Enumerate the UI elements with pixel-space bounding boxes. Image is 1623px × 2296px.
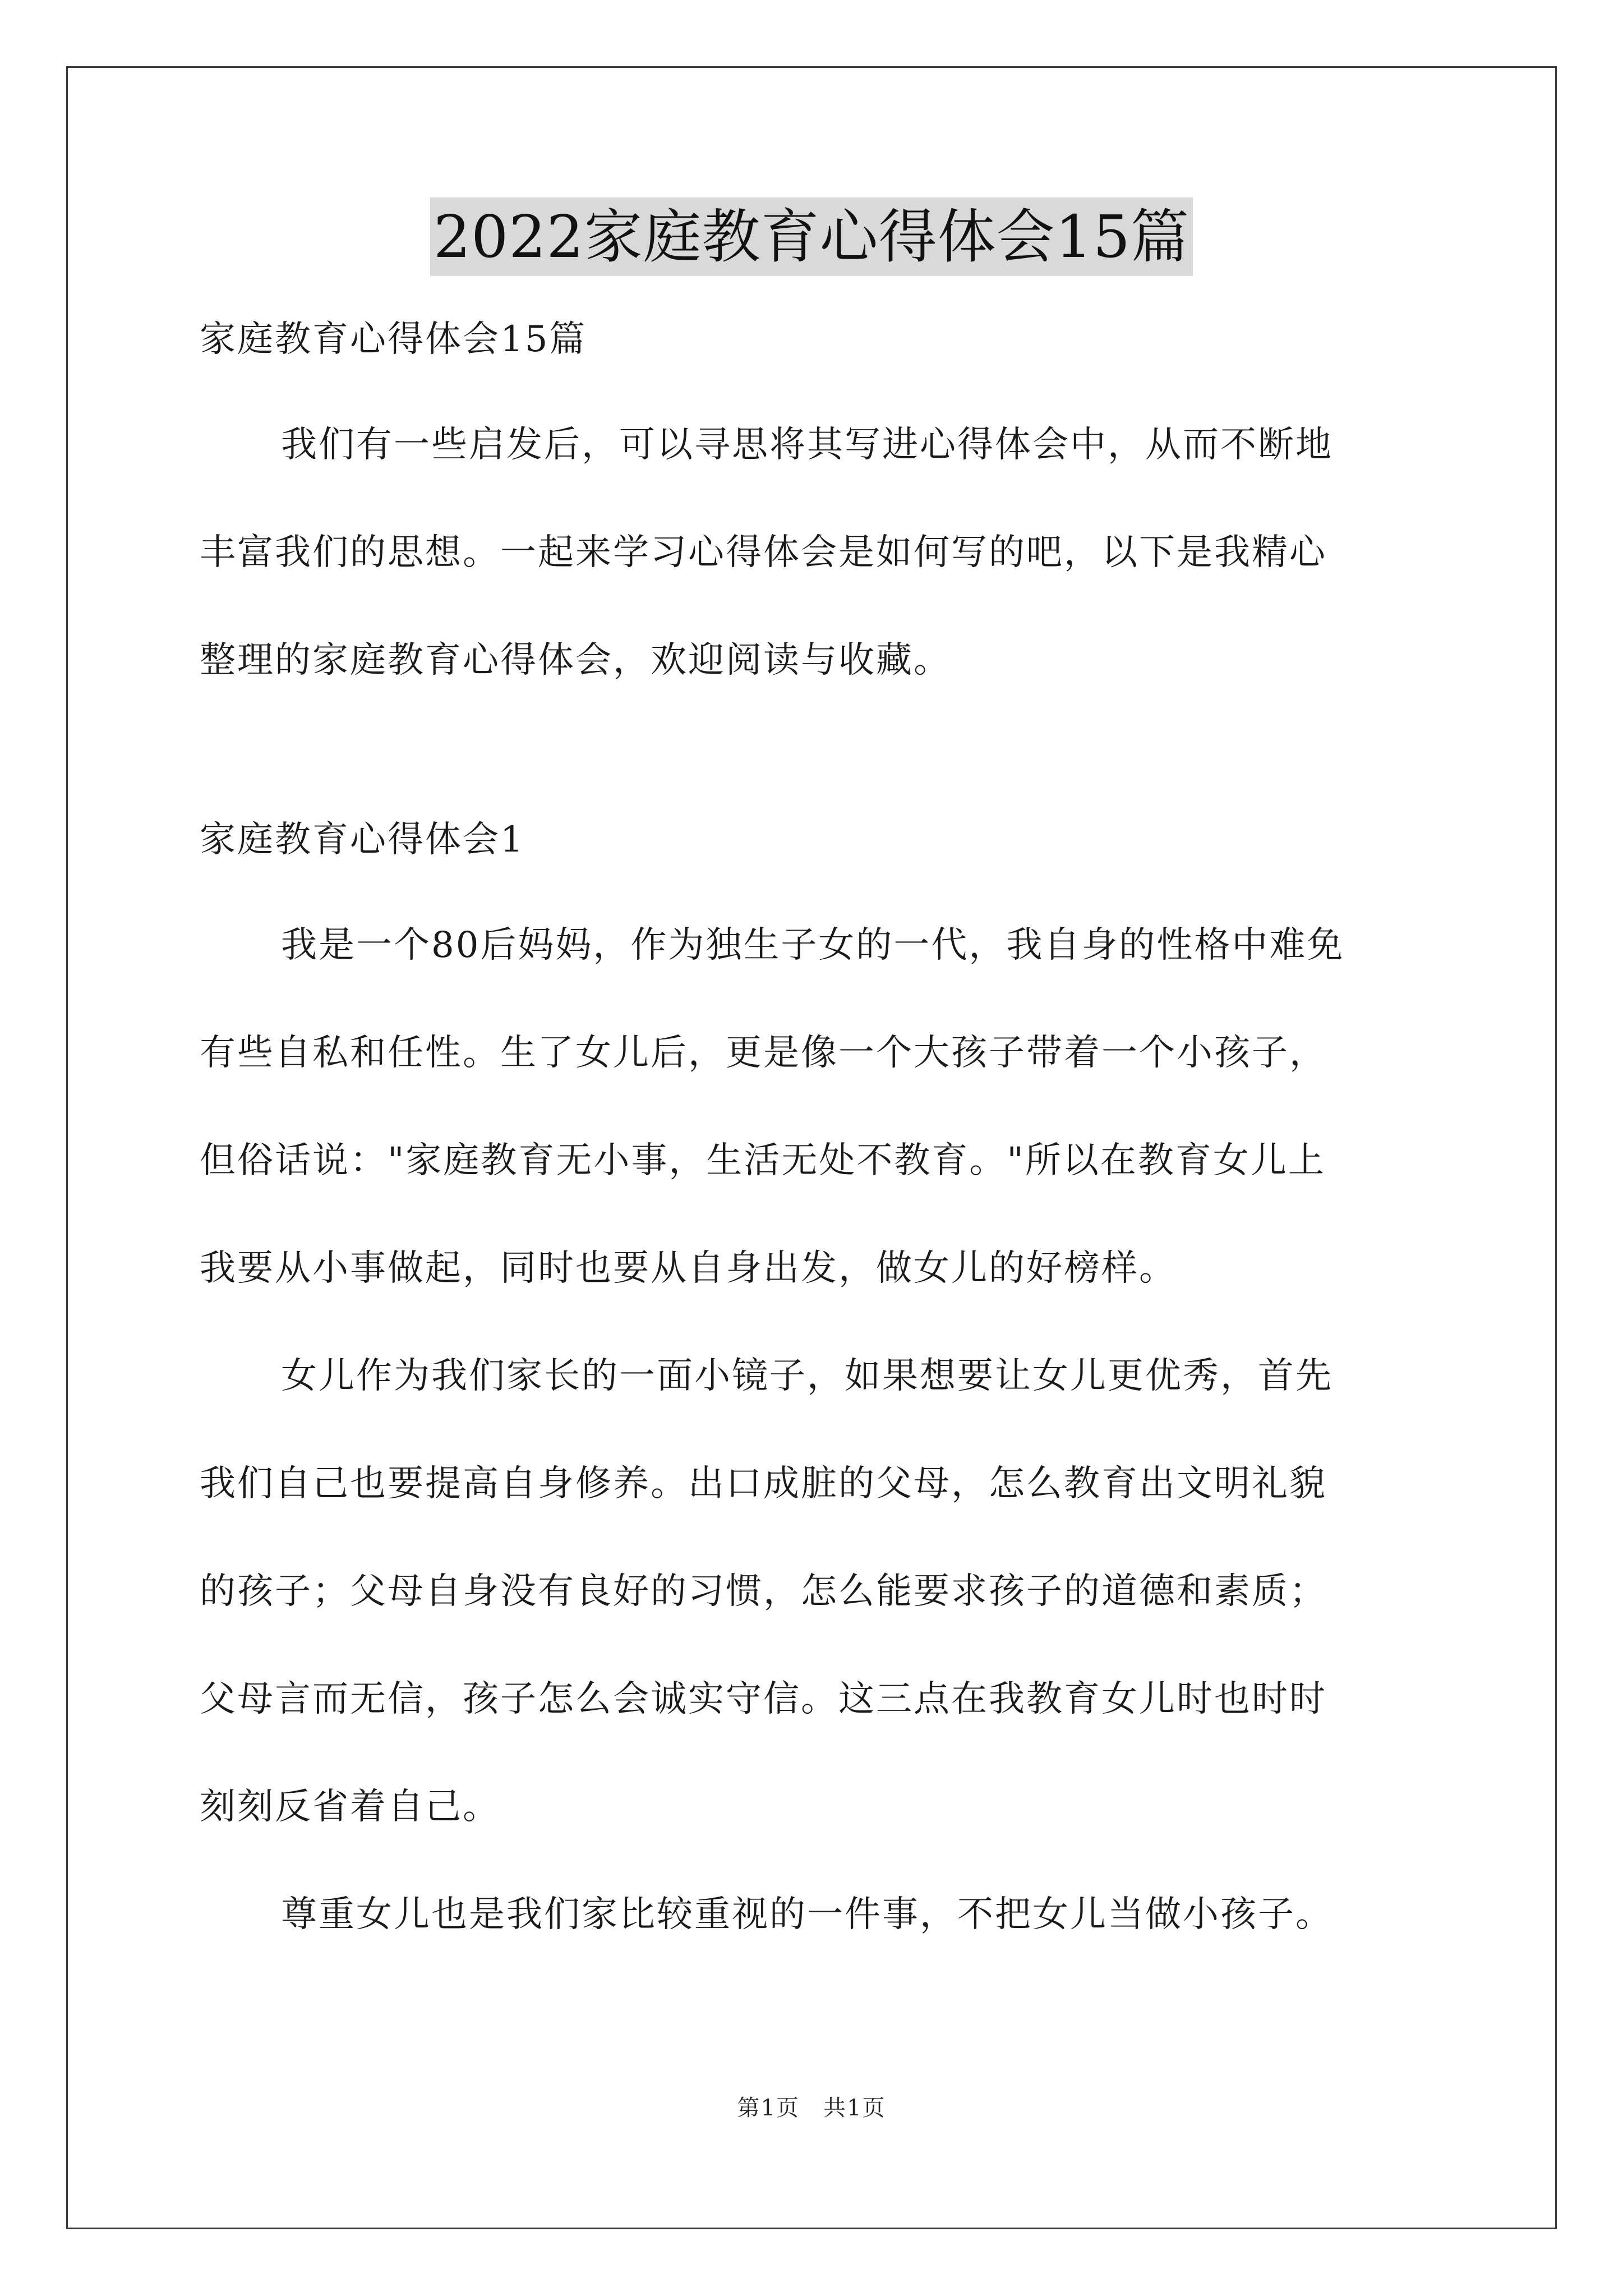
subtitle: 家庭教育心得体会15篇 <box>200 319 587 360</box>
intro-line: 丰富我们的思想。一起来学习心得体会是如何写的吧，以下是我精心 <box>200 532 1327 573</box>
document-body <box>200 303 1433 1937</box>
paragraph-2 <box>200 1354 1433 1829</box>
paragraph-line: 我们自己也要提高自身修养。出口成脏的父母，怎么教育出文明礼貌 <box>200 1463 1327 1504</box>
paragraph-line: 的孩子；父母自身没有良好的习惯，怎么能要求孩子的道德和素质； <box>200 1571 1327 1612</box>
paragraph-3 <box>200 1892 1433 1937</box>
paragraph-line: 我要从小事做起，同时也要从自身出发，做女儿的好榜样。 <box>200 1248 1177 1289</box>
intro-paragraph <box>200 422 1433 683</box>
paragraph-line: 女儿作为我们家长的一面小镜子，如果想要让女儿更优秀，首先 <box>281 1355 1333 1397</box>
paragraph-1 <box>200 923 1433 1291</box>
intro-line: 我们有一些启发后，可以寻思将其写进心得体会中，从而不断地 <box>281 424 1333 466</box>
paragraph-line: 我是一个80后妈妈，作为独生子女的一代，我自身的性格中难免 <box>281 924 1345 966</box>
paragraph-line: 有些自私和任性。生了女儿后，更是像一个大孩子带着一个小孩子， <box>200 1032 1327 1074</box>
document-title: 2022家庭教育心得体会15篇 <box>430 197 1193 276</box>
paragraph-line: 刻刻反省着自己。 <box>200 1786 500 1828</box>
section-heading: 家庭教育心得体会1 <box>200 819 525 861</box>
paragraph-line: 尊重女儿也是我们家比较重视的一件事，不把女儿当做小孩子。 <box>281 1894 1333 1935</box>
paragraph-line: 父母言而无信，孩子怎么会诚实守信。这三点在我教育女儿时也时时 <box>200 1678 1327 1720</box>
title-container <box>0 197 1623 276</box>
page-number-footer: 第1页 共1页 <box>737 2095 886 2121</box>
paragraph-line: 但俗话说："家庭教育无小事，生活无处不教育。"所以在教育女儿上 <box>200 1140 1326 1181</box>
intro-line: 整理的家庭教育心得体会，欢迎阅读与收藏。 <box>200 639 951 681</box>
